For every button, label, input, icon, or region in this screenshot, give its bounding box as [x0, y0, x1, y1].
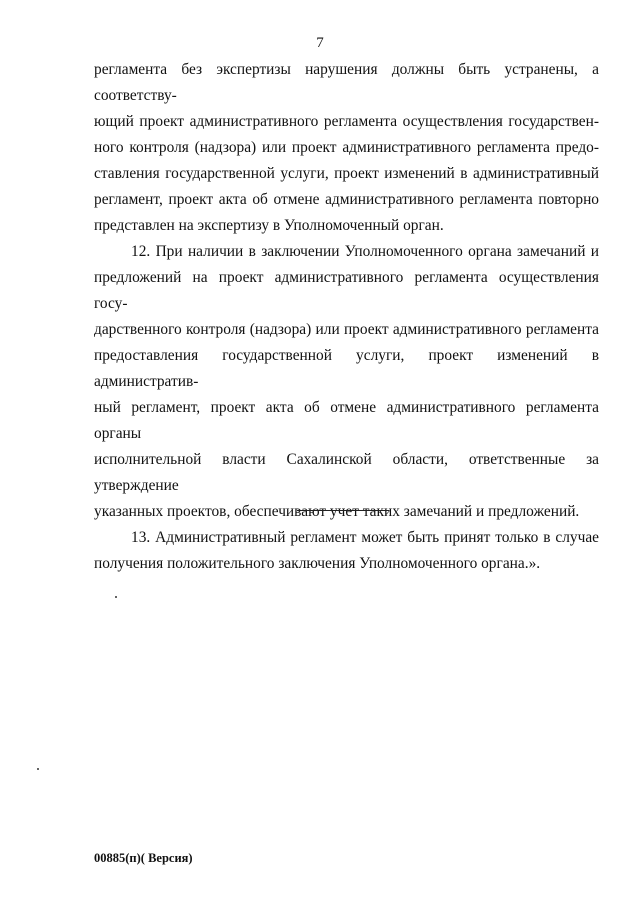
- paragraph-item-12: [94, 239, 599, 525]
- end-of-text-rule: [297, 510, 389, 511]
- text-line: 12. При наличии в заключении Уполномоченного органа замечаний и: [131, 243, 599, 260]
- text-line: ющий проект административного регламента осуществления государствен-: [94, 113, 599, 130]
- text-line: регламент, проект акта об отмене административного регламента повторно: [94, 191, 599, 208]
- text-line: получения положительного заключения Уполномоченного органа.».: [94, 555, 541, 572]
- paragraph-item-13: [94, 525, 599, 577]
- document-body: [94, 57, 599, 577]
- scan-speck: [37, 768, 39, 770]
- paragraph-continuation: [94, 57, 599, 239]
- text-line: ный регламент, проект акта об отмене административного регламента органы: [94, 399, 599, 442]
- text-line: ставления государственной услуги, проект изменений в административный: [94, 165, 599, 182]
- text-line: 13. Административный регламент может быть принят только в случае: [131, 529, 599, 546]
- scan-speck: [115, 596, 117, 598]
- document-footer-code: 00885(п)( Версия): [94, 851, 193, 865]
- text-line: указанных проектов, обеспечивают учет таких замечаний и предложений.: [94, 503, 580, 520]
- text-line: исполнительной власти Сахалинской области, ответственные за утверждение: [94, 451, 599, 494]
- text-line: дарственного контроля (надзора) или проект административного регламента: [94, 321, 599, 338]
- text-line: представлен на экспертизу в Уполномоченный орган.: [94, 217, 444, 234]
- page-number: 7: [316, 35, 324, 51]
- text-line: ного контроля (надзора) или проект административного регламента предо-: [94, 139, 599, 156]
- text-line: предложений на проект административного регламента осуществления госу-: [94, 269, 599, 312]
- text-line: регламента без экспертизы нарушения должны быть устранены, а соответству-: [94, 61, 599, 104]
- text-line: предоставления государственной услуги, проект изменений в административ-: [94, 347, 599, 390]
